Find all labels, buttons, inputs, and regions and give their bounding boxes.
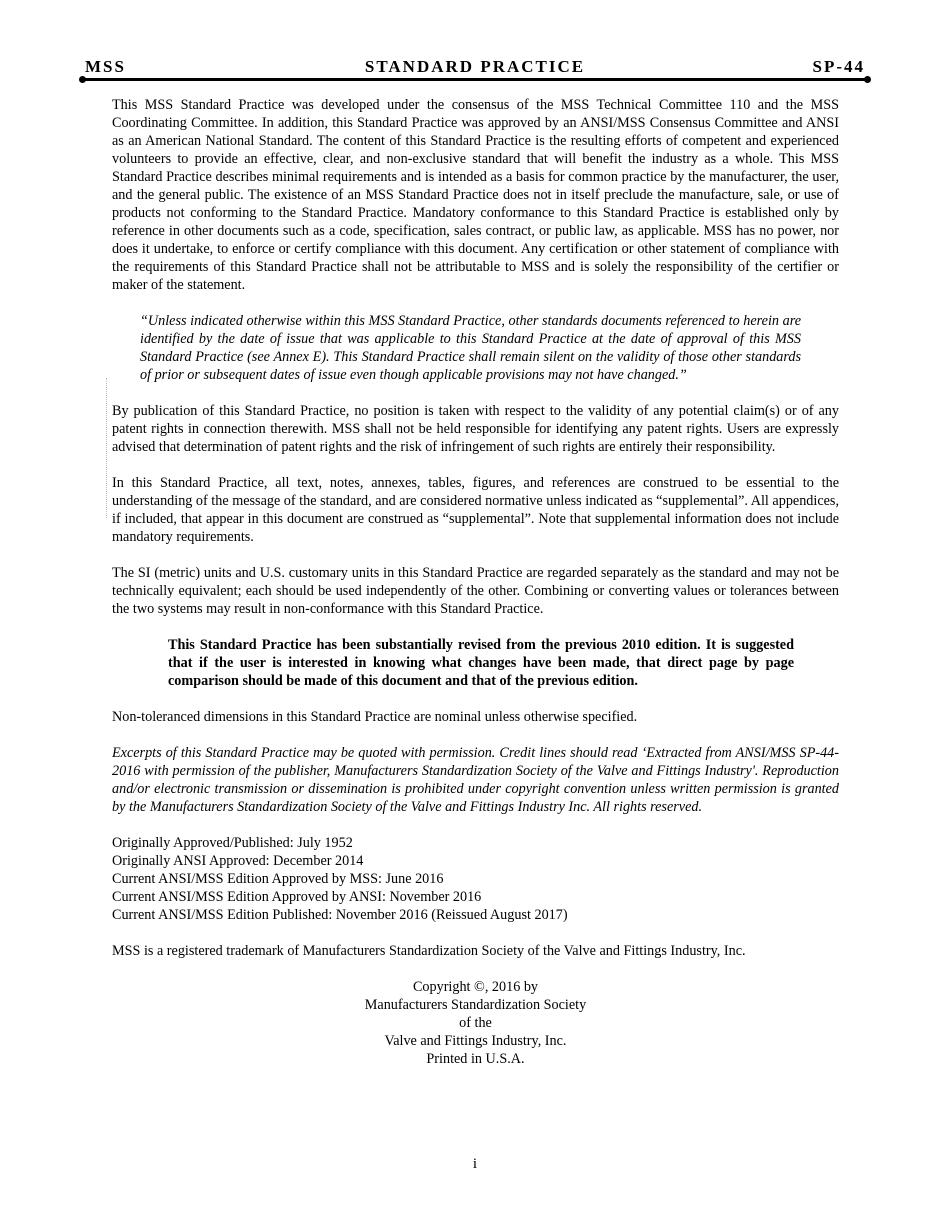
trademark-paragraph: MSS is a registered trademark of Manufacturers Standardization Society of the Valve and Fittings Industry, Inc.	[112, 943, 746, 959]
page-header	[85, 57, 865, 77]
copyright-line: Manufacturers Standardization Society	[364, 997, 587, 1013]
intro-paragraph: This MSS Standard Practice was developed under the consensus of the MSS Technical Committee 110 and the MSS Coordinating Committee. In addition, this Standard Practice was approved by an ANSI/MSS Consensus Committee and ANSI as an American National Standard. The content of this Standard Practice is the resulting efforts of competent and experienced volunteers to provide an effective, clear, and non-exclusive standard that will benefit the industry as a whole. This MSS Standard Practice describes minimal requirements and is intended as a basis for common practice by the manufacturer, the user, and the general public. The existence of an MSS Standard Practice does not in itself preclude the manufacture, sale, or use of products not conforming to the Standard Practice. Mandatory conformance to this Standard Practice is established only by reference in other documents such as a code, specification, sales contract, or public law, as applicable. MSS has no power, nor does it undertake, to enforce or certify compliance with this document. Any certification or other statement of compliance with the requirements of this Standard Practice shall not be attributable to MSS and is solely the responsibility of the certifier or maker of the statement.	[112, 97, 839, 293]
header-doc-number: SP-44	[812, 57, 865, 76]
document-body	[112, 96, 839, 1068]
page-number: i	[472, 1156, 478, 1172]
references-quote: “Unless indicated otherwise within this MSS Standard Practice, other standards documents referenced to herein are identified by the date of issue that was applicable to this Standard Practice at the date of approval of this MSS Standard Practice (see Annex E). This Standard Practice shall remain silent on the validity of those other standards of prior or subsequent dates of issue even though applicable provisions may not have changed.”	[140, 313, 801, 383]
copyright-line: Printed in U.S.A.	[426, 1051, 525, 1067]
change-bar	[106, 378, 107, 518]
units-paragraph: The SI (metric) units and U.S. customary units in this Standard Practice are regarded separately as the standard and may not be technically equivalent; each should be used independently of the other. Combining or converting values or tolerances between the two systems may result in non-conformance with this Standard Practice.	[112, 565, 839, 617]
normative-paragraph: In this Standard Practice, all text, notes, annexes, tables, figures, and references are construed to be essential to the understanding of the message of the standard, and are considered normative unless indicated as “supplemental”. All appendices, if included, that appear in this document are construed as “supplemental”. Note that supplemental information does not include mandatory requirements.	[112, 475, 839, 545]
header-org: MSS	[85, 57, 126, 76]
copyright-block	[112, 978, 839, 1068]
copyright-line: of the	[459, 1015, 492, 1031]
approval-line: Current ANSI/MSS Edition Published: November 2016 (Reissued August 2017)	[112, 907, 568, 923]
revision-notice: This Standard Practice has been substantially revised from the previous 2010 edition. It is suggested that if the user is interested in knowing what changes have been made, that direct page by page comparison should be made of this document and that of the previous edition.	[168, 637, 794, 689]
tolerance-paragraph: Non-toleranced dimensions in this Standard Practice are nominal unless otherwise specified.	[112, 709, 638, 725]
copyright-line: Copyright ©, 2016 by	[412, 979, 539, 995]
header-rule	[82, 78, 868, 81]
approval-line: Current ANSI/MSS Edition Approved by MSS: June 2016	[112, 871, 444, 887]
approval-line: Originally Approved/Published: July 1952	[112, 835, 353, 851]
excerpts-paragraph: Excerpts of this Standard Practice may be quoted with permission. Credit lines should read ‘Extracted from ANSI/MSS SP-44-2016 with permission of the publisher, Manufacturers Standardization Society of the Valve and Fittings Industry'. Reproduction and/or electronic transmission or dissemination is prohibited under copyright convention unless written permission is granted by the Manufacturers Standardization Society of the Valve and Fittings Industry Inc. All rights reserved.	[112, 745, 839, 815]
approval-line: Originally ANSI Approved: December 2014	[112, 853, 364, 869]
approval-history	[112, 834, 839, 924]
approval-line: Current ANSI/MSS Edition Approved by ANSI: November 2016	[112, 889, 482, 905]
copyright-line: Valve and Fittings Industry, Inc.	[384, 1033, 567, 1049]
header-title: STANDARD PRACTICE	[364, 57, 586, 76]
patent-paragraph: By publication of this Standard Practice, no position is taken with respect to the validity of any potential claim(s) or of any patent rights in connection therewith. MSS shall not be held responsible for identifying any patent rights. Users are expressly advised that determination of patent rights and the risk of infringement of such rights are entirely their responsibility.	[112, 403, 839, 455]
